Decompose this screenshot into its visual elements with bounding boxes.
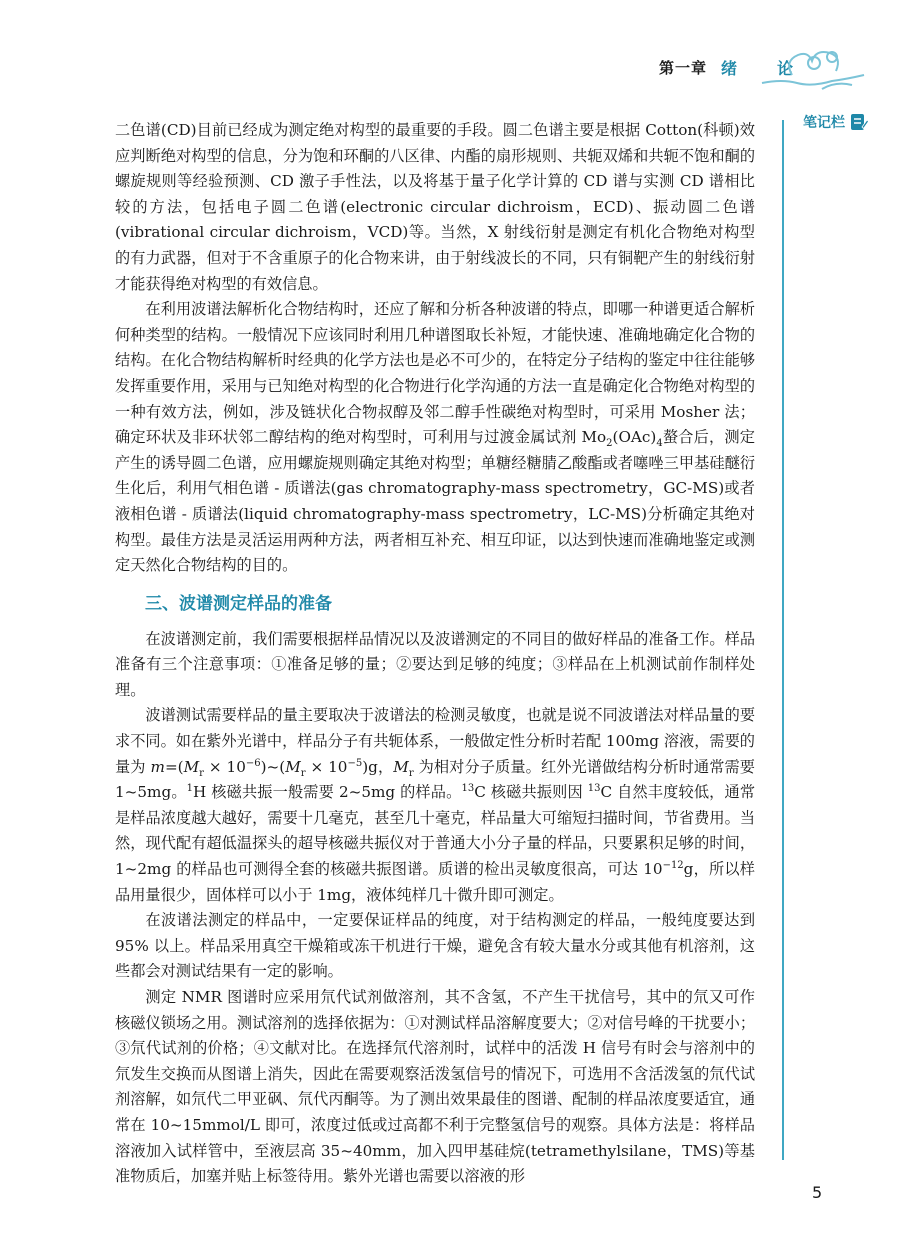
notes-column-tag	[803, 112, 869, 132]
paragraph-purity: 在波谱法测定的样品中，一定要保证样品的纯度，对于结构测定的样品，一般纯度要达到 95% 以上。样品采用真空干燥箱或冻干机进行干燥，避免含有较大量水分或其他有机溶剂，这些都会对测试结果有一定的影响。	[115, 911, 755, 981]
paragraph-preparation: 在波谱测定前，我们需要根据样品情况以及波谱测定的不同目的做好样品的准备工作。样品准备有三个注意事项：①准备足够的量；②要达到足够的纯度；③样品在上机测试前作制样处理。	[115, 629, 755, 699]
main-text	[115, 118, 755, 1190]
notes-label: 笔记栏	[803, 115, 845, 131]
notebook-pencil-icon	[849, 112, 869, 132]
paragraph-nmr-solvent: 测定 NMR 图谱时应采用氘代试剂做溶剂，其不含氢，不产生干扰信号，其中的氘又可作核磁仪锁场之用。测试溶剂的选择依据为：①对测试样品溶解度要大；②对信号峰的干扰要小；③氘代试剂的价格；④文献对比。在选择氘代溶剂时，试样中的活泼 H 信号有时会与溶剂中的氘发生交换而从图谱上消失，因此在需要观察活泼氢信号的情况下，可选用不含活泼氢的氘代试剂溶解，如氘代二甲亚砜、氘代丙酮等。为了测出效果最佳的图谱、配制的样品浓度要适宜，通常在 10~15mmol/L 即可，浓度过低或过高都不利于完整氢信号的观察。具体方法是：将样品溶液加入试样管中，至液层高 35~40mm，加入四甲基硅烷(tetramethylsilane，TMS)等基准物质后，加塞并贴上标签待用。紫外光谱也需要以溶液的形	[115, 988, 755, 1186]
paragraph-methods: 在利用波谱法解析化合物结构时，还应了解和分析各种波谱的特点，即哪一种谱更适合解析何种类型的结构。一般情况下应该同时利用几种谱图取长补短，才能快速、准确地确定化合物的结构。在化合物结构解析时经典的化学方法也是必不可少的，在特定分子结构的鉴定中往往能够发挥重要作用，采用与已知绝对构型的化合物进行化学沟通的方法一直是确定化合物绝对构型的一种有效方法，例如，涉及链状化合物叔醇及邻二醇手性碳绝对构型时，可采用 Mosher 法；确定环状及非环状邻二醇结构的绝对构型时，可利用与过渡金属试剂 $Mo_2(OAc)_4$螯合后，测定产生的诱导圆二色谱，应用螺旋规则确定其绝对构型；单糖经糖腈乙酸酯或者噻唑三甲基硅醚衍生化后，利用气相色谱 - 质谱法(gas chromatography-mass spectrometry，GC-MS)或者液相色谱 - 质谱法(liquid chromatography-mass spectrometry，LC-MS)分析确定其绝对构型。最佳方法是灵活运用两种方法，两者相互补充、相互印证，以达到快速而准确地鉴定或测定天然化合物结构的目的。	[115, 300, 755, 575]
page-number: 5	[812, 1183, 823, 1202]
paragraph-sample-amount: 波谱测试需要样品的量主要取决于波谱法的检测灵敏度，也就是说不同波谱法对样品量的要求不同。如在紫外光谱中，样品分子有共轭体系，一般做定性分析时若配 100mg 溶液，需要的量为 $m=(M_r$ × $10^{-6})\sim(M_r \times 10^{-5})g$，$M_r$ 为相对分子质量。红外光谱做结构分析时通常需要 1~5mg。$^1$H 核磁共振一般需要 2~5mg 的样品。$^{13}$C 核磁共振则因 $^{13}$C 自然丰度较低，通常是样品浓度越大越好，需要十几毫克，甚至几十毫克，样品量大可缩短扫描时间，节省费用。当然，现代配有超低温探头的超导核磁共振仪对于普通大小分子量的样品，只要累积足够的时间，1~2mg 的样品也可测得全套的核磁共振图谱。质谱的检出灵敏度很高，可达 $10^{-12}g$，所以样品用量很少，固体样可以小于 1mg，液体纯样几十微升即可测定。	[115, 706, 756, 904]
chapter-title: 绪 论	[720, 58, 805, 78]
paragraph-cd: 二色谱(CD)目前已经成为测定绝对构型的最重要的手段。圆二色谱主要是根据 Cotton(科顿)效应判断绝对构型的信息，分为饱和环酮的八区律、内酯的扇形规则、共轭双烯和共轭不饱和酮的螺旋规则等经验预测、CD 激子手性法，以及将基于量子化学计算的 CD 谱与实测 CD 谱相比较的方法，包括电子圆二色谱(electronic circular dichroism，ECD)、振动圆二色谱(vibrational circular dichroism，VCD)等。当然，X 射线衍射是测定有机化合物绝对构型的有力武器，但对于不含重原子的化合物来讲，由于射线波长的不同，只有铜靶产生的射线衍射才能获得绝对构型的有效信息。	[115, 121, 755, 293]
chapter-label: 第一章	[658, 58, 707, 77]
section-heading: 三、波谱测定样品的准备	[145, 593, 332, 614]
notes-column-rule	[782, 120, 784, 1160]
cloud-ornament-icon	[752, 35, 872, 97]
